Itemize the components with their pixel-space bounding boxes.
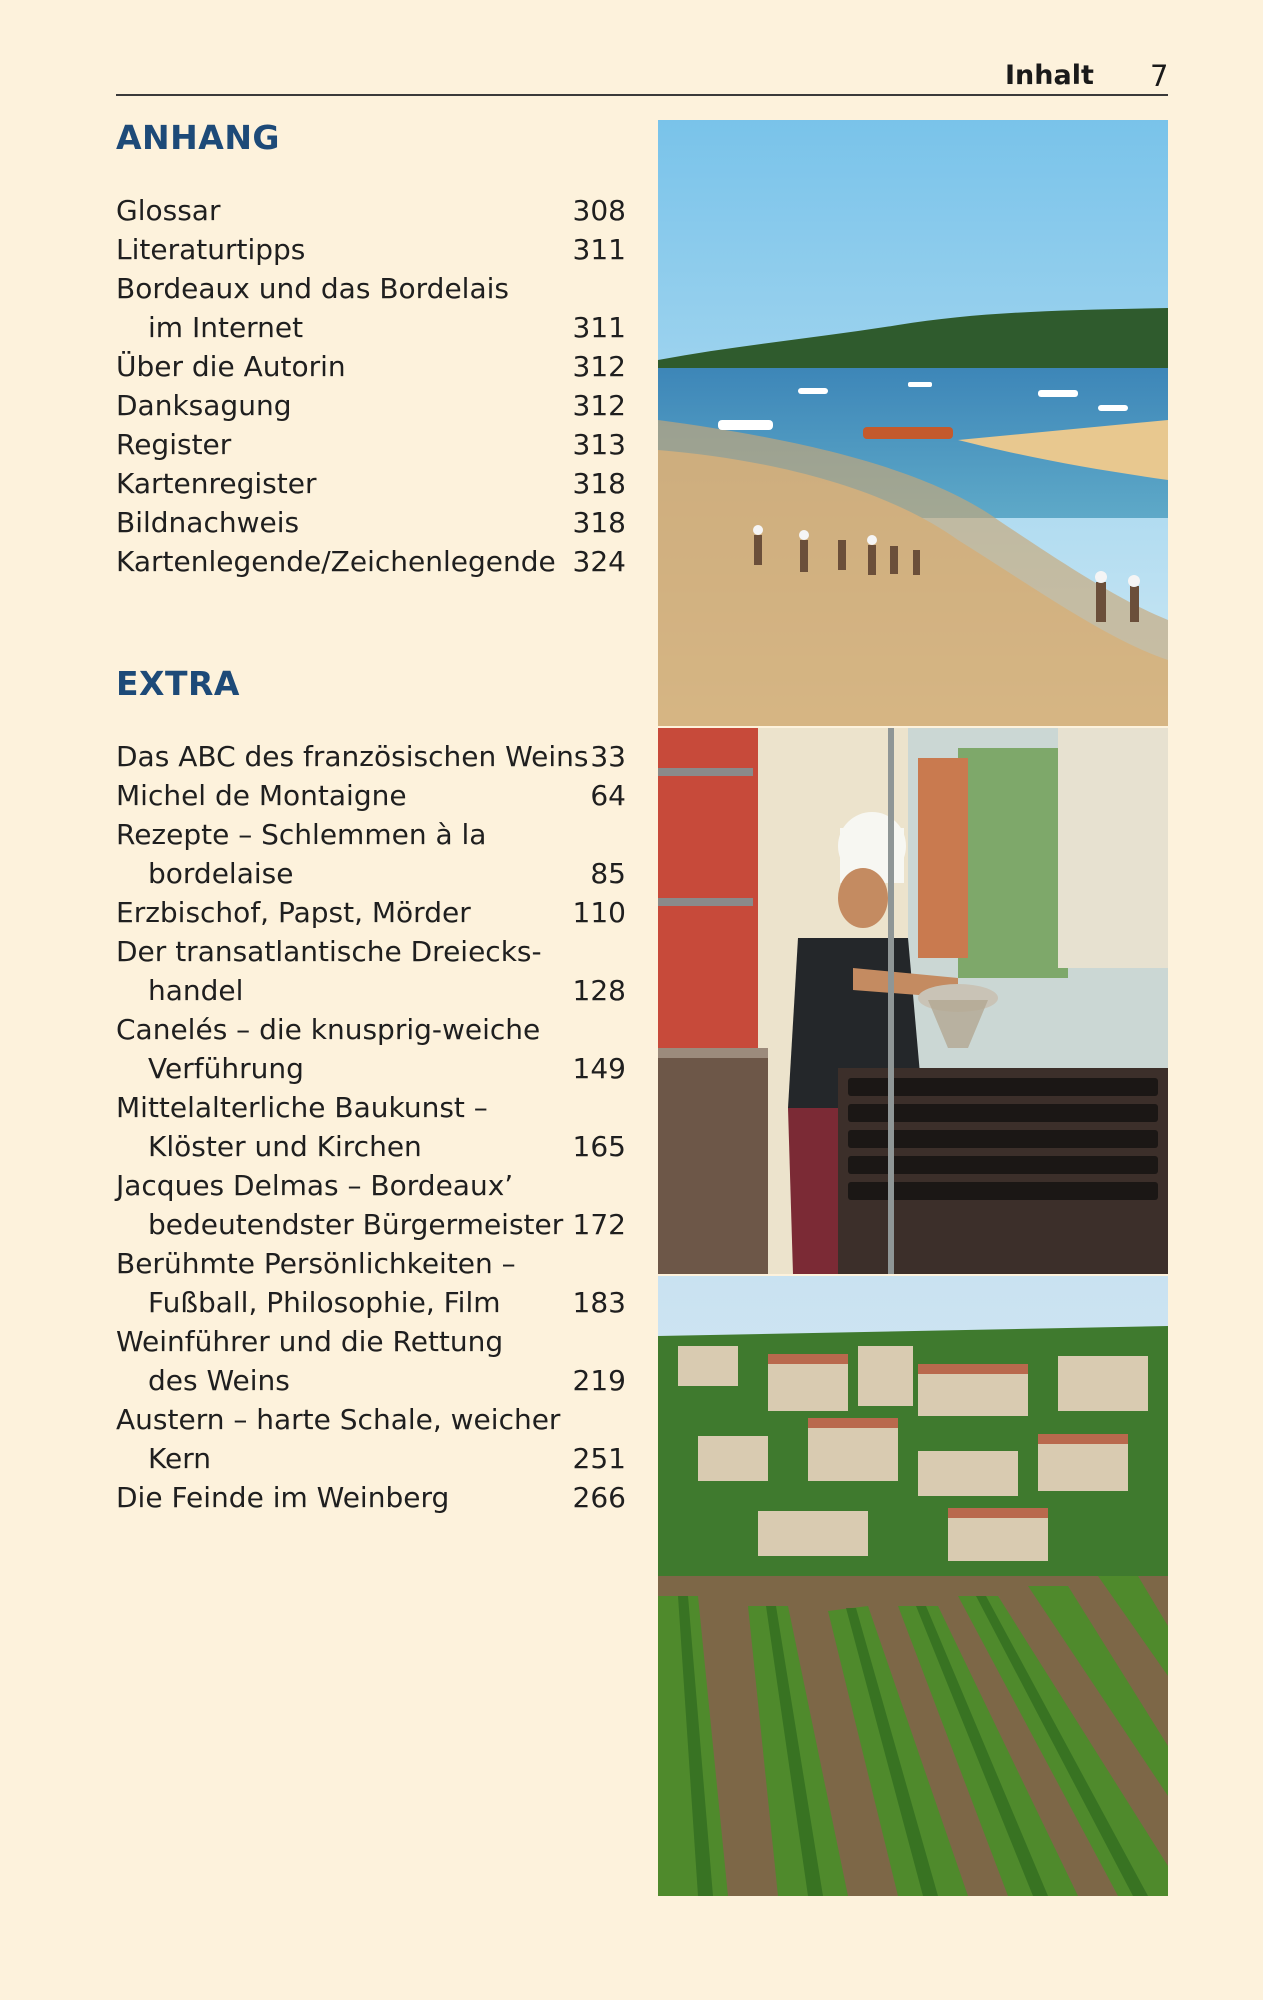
toc-entry-line xyxy=(116,1400,626,1439)
toc-entry-title: des Weins xyxy=(148,1364,290,1397)
toc-entry-line xyxy=(116,1049,626,1088)
toc-entry-line xyxy=(116,776,626,815)
toc-entry-page: 128 xyxy=(572,974,626,1007)
toc-entry-line xyxy=(116,308,626,347)
toc-entry-page: 318 xyxy=(572,506,626,539)
toc-entry-line xyxy=(116,191,626,230)
toc-entry-title: Canelés – die knusprig-weiche xyxy=(116,1013,541,1046)
toc-entry-title: bordelaise xyxy=(148,857,294,890)
toc-entry-title: Register xyxy=(116,428,232,461)
toc-entry-page: 33 xyxy=(590,740,626,773)
toc-entry-line xyxy=(116,1166,626,1205)
toc-entry-title: Erzbischof, Papst, Mörder xyxy=(116,896,471,929)
toc-entry-title: Danksagung xyxy=(116,389,292,422)
toc-entry-line xyxy=(116,737,626,776)
toc-entry-line xyxy=(116,269,626,308)
toc-entry-title: Bordeaux und das Bordelais xyxy=(116,272,509,305)
toc-entry-title: Glossar xyxy=(116,194,221,227)
toc-entry-page: 149 xyxy=(572,1052,626,1085)
toc-entry-line xyxy=(116,503,626,542)
toc-entry-line xyxy=(116,815,626,854)
toc-entry-line xyxy=(116,1439,626,1478)
toc-entry-title: Mittelalterliche Baukunst – xyxy=(116,1091,488,1124)
toc-entry-page: 110 xyxy=(572,896,626,929)
toc-entry-line xyxy=(116,1127,626,1166)
anhang-heading: ANHANG xyxy=(116,118,281,157)
toc-entry-line xyxy=(116,347,626,386)
toc-entry-line xyxy=(116,230,626,269)
toc-entry-title: Bildnachweis xyxy=(116,506,300,539)
toc-entry-title: Über die Autorin xyxy=(116,350,346,383)
toc-entry-title: Michel de Montaigne xyxy=(116,779,407,812)
toc-entry-title: Verführung xyxy=(148,1052,304,1085)
toc-entry-line xyxy=(116,854,626,893)
toc-entry-title: Rezepte – Schlemmen à la xyxy=(116,818,487,851)
header-section-label: Inhalt xyxy=(1005,60,1094,91)
toc-entry-line xyxy=(116,971,626,1010)
toc-entry-page: 266 xyxy=(572,1481,626,1514)
toc-entry-title: Fußball, Philosophie, Film xyxy=(148,1286,501,1319)
toc-entry-line xyxy=(116,1244,626,1283)
toc-entry-title: Der transatlantische Dreiecks- xyxy=(116,935,542,968)
toc-entry-line xyxy=(116,1478,626,1517)
toc-entry-line xyxy=(116,464,626,503)
toc-entry-page: 312 xyxy=(572,350,626,383)
toc-entry-page: 308 xyxy=(572,194,626,227)
toc-entry-title: Literaturtipps xyxy=(116,233,306,266)
toc-entry-title: Austern – harte Schale, weicher xyxy=(116,1403,561,1436)
toc-entry-line xyxy=(116,1322,626,1361)
toc-entry-page: 311 xyxy=(572,311,626,344)
extra-heading: EXTRA xyxy=(116,664,240,703)
toc-entry-line xyxy=(116,425,626,464)
toc-entry-line xyxy=(116,542,626,581)
toc-entry-page: 311 xyxy=(572,233,626,266)
toc-entry-line xyxy=(116,1088,626,1127)
toc-entry-page: 85 xyxy=(590,857,626,890)
toc-entry-title: Die Feinde im Weinberg xyxy=(116,1481,450,1514)
toc-entry-title: Berühmte Persönlichkeiten – xyxy=(116,1247,516,1280)
toc-entry-line xyxy=(116,386,626,425)
extra-toc-list xyxy=(116,737,626,1517)
vineyard-village-photo xyxy=(658,1276,1168,1896)
toc-entry-page: 313 xyxy=(572,428,626,461)
beach-photo xyxy=(658,120,1168,726)
toc-entry-line xyxy=(116,932,626,971)
toc-entry-title: Kartenlegende/Zeichenlegende xyxy=(116,545,556,578)
toc-entry-page: 318 xyxy=(572,467,626,500)
toc-entry-page: 165 xyxy=(572,1130,626,1163)
toc-entry-line xyxy=(116,1205,626,1244)
toc-entry-page: 312 xyxy=(572,389,626,422)
toc-entry-line xyxy=(116,1010,626,1049)
toc-entry-page: 172 xyxy=(572,1208,626,1241)
toc-entry-title: handel xyxy=(148,974,244,1007)
toc-entry-page: 183 xyxy=(572,1286,626,1319)
toc-entry-title: bedeutendster Bürgermeister xyxy=(148,1208,564,1241)
toc-entry-title: Klöster und Kirchen xyxy=(148,1130,422,1163)
anhang-toc-list xyxy=(116,191,626,581)
toc-entry-title: Kartenregister xyxy=(116,467,317,500)
toc-entry-page: 64 xyxy=(590,779,626,812)
toc-entry-page: 324 xyxy=(572,545,626,578)
canele-bakery-photo xyxy=(658,728,1168,1274)
toc-entry-line xyxy=(116,1283,626,1322)
toc-entry-title: Weinführer und die Rettung xyxy=(116,1325,504,1358)
toc-entry-page: 219 xyxy=(572,1364,626,1397)
header-page-number: 7 xyxy=(1150,59,1169,93)
toc-entry-title: Jacques Delmas – Bordeaux’ xyxy=(116,1169,514,1202)
toc-entry-page: 251 xyxy=(572,1442,626,1475)
header-rule xyxy=(116,94,1168,96)
toc-entry-line xyxy=(116,1361,626,1400)
toc-entry-title: Kern xyxy=(148,1442,211,1475)
toc-entry-line xyxy=(116,893,626,932)
toc-entry-title: im Internet xyxy=(148,311,304,344)
toc-entry-title: Das ABC des französischen Weins xyxy=(116,740,589,773)
